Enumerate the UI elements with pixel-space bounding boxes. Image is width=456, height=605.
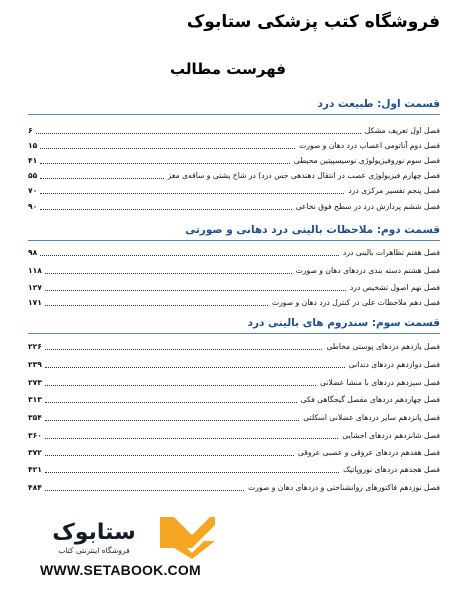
dot-leader — [45, 490, 244, 491]
toc-entry-title: فصل هفدهم دردهای عروقی و عصبی عروقی — [297, 448, 440, 457]
toc-entry-page: ۱۲۷ — [28, 283, 42, 292]
section-title-part-3: قسمت سوم: سندروم های بالینی درد — [247, 317, 440, 329]
toc-entry[interactable] — [28, 391, 440, 405]
toc-entry[interactable] — [28, 262, 440, 276]
toc-entry-title: فصل نوزدهم فاکتورهای روانشناختی و دردهای دهان و صورت — [248, 483, 440, 492]
section-title-part-2: قسمت دوم: ملاحظات بالینی درد دهانی و صورتی — [185, 224, 440, 236]
toc-entry[interactable] — [28, 338, 440, 352]
dot-leader — [36, 133, 361, 134]
toc-entry[interactable] — [28, 479, 440, 493]
section-title-part-1: قسمت اول: طبیعت درد — [317, 98, 440, 110]
toc-entry-page: ۴۲۱ — [28, 465, 42, 474]
toc-entry[interactable] — [28, 182, 440, 196]
toc-entry-title: فصل هشتم دسته بندی دردهای دهان و صورت — [295, 266, 440, 275]
toc-entry-page: ۶ — [28, 126, 33, 135]
toc-entry[interactable] — [28, 294, 440, 308]
toc-entry-title: فصل سوم نوروفیزیولوژی نوسیسپیتین محیطی — [293, 156, 440, 165]
dot-leader — [40, 148, 295, 149]
toc-entry-page: ۹۰ — [28, 202, 38, 211]
logo-main-text: ستابوک — [52, 520, 136, 545]
toc-entry[interactable] — [28, 167, 440, 181]
dot-leader — [45, 290, 346, 291]
logo-sub-text: فروشگاه اینترنتی کتاب — [58, 546, 130, 555]
dot-leader — [45, 349, 323, 350]
toc-entry-page: ۳۷۲ — [28, 448, 42, 457]
toc-entry-page: ۲۳۹ — [28, 360, 42, 369]
toc-entry[interactable] — [28, 356, 440, 370]
section-divider — [28, 240, 440, 241]
toc-entry-title: فصل پنجم تفسیر مرکزی درد — [348, 186, 440, 195]
toc-entry[interactable] — [28, 409, 440, 423]
toc-entry[interactable] — [28, 427, 440, 441]
toc-entry-page: ۱۱۸ — [28, 266, 42, 275]
toc-entry-page: ۱۵ — [28, 141, 38, 150]
dot-leader — [45, 420, 299, 421]
toc-entry[interactable] — [28, 444, 440, 458]
dot-leader — [45, 273, 292, 274]
toc-entry[interactable] — [28, 137, 440, 151]
toc-entry-title: فصل شانزدهم دردهای احشایی — [342, 431, 440, 440]
toc-entry-title: فصل دوم آناتومی اعصاب درد دهان و صورت — [299, 141, 440, 150]
dot-leader — [40, 255, 339, 256]
toc-entry-title: فصل چهاردهم دردهای مفصل گیجگاهی فکی — [300, 395, 440, 404]
dot-leader — [40, 163, 290, 164]
toc-entry[interactable] — [28, 122, 440, 136]
toc-entry-title: فصل پانزدهم سایر دردهای عضلانی اسکلتی — [303, 413, 440, 422]
toc-entry-title: فصل نهم اصول تشخیص درد — [349, 283, 440, 292]
toc-entry-page: ۷۰ — [28, 186, 38, 195]
dot-leader — [45, 402, 297, 403]
toc-entry[interactable] — [28, 374, 440, 388]
toc-entry-title: فصل سیزدهم دردهای با منشا عضلانی — [320, 378, 440, 387]
toc-entry-page: ۳۶۰ — [28, 431, 42, 440]
toc-entry-page: ۳۵۴ — [28, 413, 42, 422]
dot-leader — [40, 178, 163, 179]
toc-heading: فهرست مطالب — [170, 60, 286, 78]
toc-entry[interactable] — [28, 279, 440, 293]
toc-entry[interactable] — [28, 461, 440, 475]
toc-entry-page: ۵۵ — [28, 171, 38, 180]
store-title: فروشگاه کتب پزشکی ستابوک — [186, 12, 440, 32]
toc-entry[interactable] — [28, 244, 440, 258]
toc-entry-page: ۲۷۳ — [28, 378, 42, 387]
toc-entry-page: ۴۸۴ — [28, 483, 42, 492]
toc-entry-page: ۱۷۱ — [28, 298, 42, 307]
section-divider — [28, 114, 440, 115]
dot-leader — [40, 209, 291, 210]
section-divider — [28, 333, 440, 334]
dot-leader — [45, 385, 316, 386]
toc-entry-title: فصل هفتم تظاهرات بالینی درد — [342, 248, 440, 257]
dot-leader — [45, 367, 345, 368]
dot-leader — [45, 305, 268, 306]
toc-entry-title: فصل هجدهم دردهای نوروپاتیک — [343, 465, 440, 474]
toc-entry-page: ۲۲۶ — [28, 342, 42, 351]
toc-entry-title: فصل دوازدهم دردهای دندانی — [348, 360, 440, 369]
dot-leader — [40, 193, 344, 194]
toc-entry-title: فصل چهارم فیزیولوژی عصب در انتقال دهندهی حس درد) در شاخ پشتی و ساقه‌ی مغز — [167, 171, 440, 180]
toc-entry-page: ۳۱۳ — [28, 395, 42, 404]
toc-entry-title: فصل ششم پردازش درد در سطح فوق نخاعی — [295, 202, 440, 211]
toc-entry[interactable] — [28, 198, 440, 212]
dot-leader — [45, 438, 338, 439]
toc-entry-title: فصل یازدهم دردهای پوستی مخاطی — [326, 342, 440, 351]
dot-leader — [45, 472, 339, 473]
website-url[interactable]: WWW.SETABOOK.COM — [40, 562, 201, 578]
toc-entry-page: ۹۸ — [28, 248, 38, 257]
toc-entry-page: ۴۱ — [28, 156, 38, 165]
toc-entry-title: فصل دهم ملاحظات علی در کنترل درد دهان و صورت — [271, 298, 440, 307]
toc-entry[interactable] — [28, 152, 440, 166]
dot-leader — [45, 455, 294, 456]
logo-wordmark — [40, 520, 148, 555]
toc-entry-title: فصل اول تعریف مشکل — [364, 126, 440, 135]
